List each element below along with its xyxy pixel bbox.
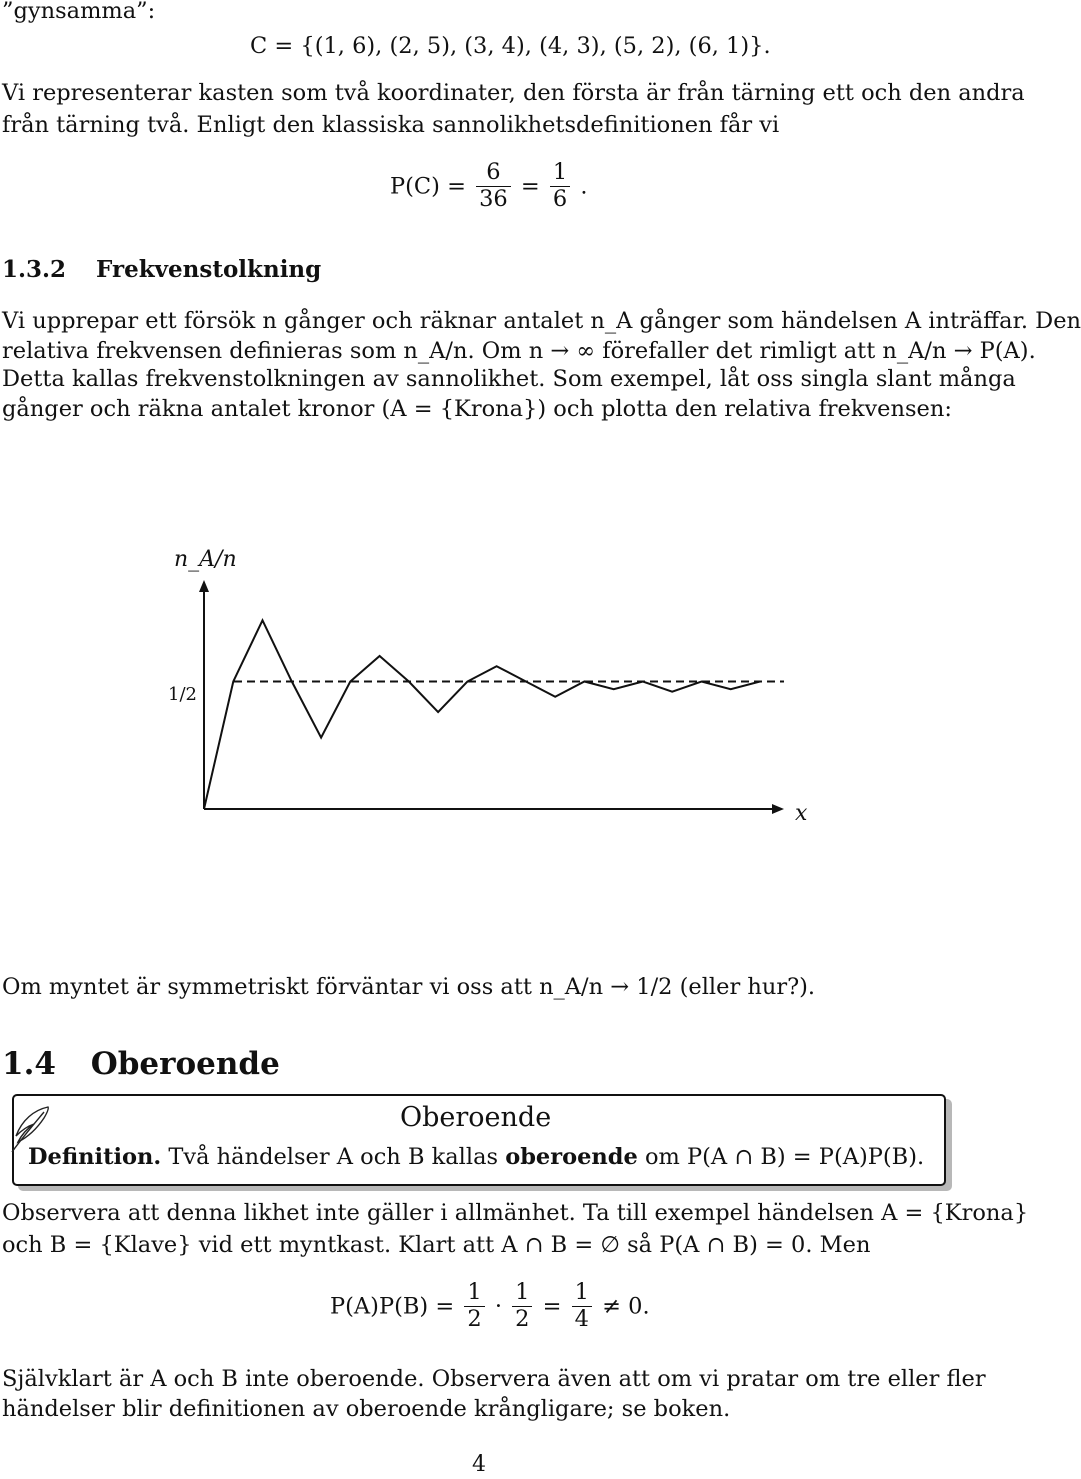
equation-pc — [390, 160, 588, 213]
denominator: 36 — [479, 185, 508, 212]
fraction — [512, 1280, 532, 1333]
definition-term: oberoende — [505, 1144, 638, 1170]
denominator: 6 — [552, 185, 568, 212]
intro-line: ”gynsamma”: — [2, 0, 156, 24]
section-title: Frekvenstolkning — [96, 256, 322, 283]
y-axis-arrow — [199, 580, 209, 592]
section-heading — [2, 256, 321, 283]
eq-dot: · — [494, 1293, 502, 1320]
numerator: 1 — [464, 1280, 484, 1307]
numerator: 1 — [512, 1280, 532, 1307]
eq-lhs: P(C) = — [390, 173, 466, 200]
x-axis-arrow — [772, 804, 784, 814]
definition-heading: Oberoende — [400, 1102, 552, 1133]
paragraph-line: från tärning två. Enligt den klassiska sannolikhetsdefinitionen får vi — [2, 112, 780, 138]
y-axis-label: n_A/n — [174, 547, 237, 572]
paragraph-line: Vi upprepar ett försök n gånger och räknar antalet n_A gånger som händelsen A inträffar. Den — [2, 308, 1081, 334]
numerator: 1 — [572, 1280, 592, 1307]
fraction — [476, 160, 511, 213]
page-number: 4 — [472, 1452, 486, 1477]
section-title: Oberoende — [90, 1046, 280, 1082]
paragraph-line: relativa frekvensen definieras som n_A/n. Om n → ∞ förefaller det rimligt att n_A/n → P(A). — [2, 338, 1036, 364]
frequency-series-line — [204, 620, 760, 809]
numerator: 1 — [550, 160, 570, 187]
eq-equals: = — [520, 173, 540, 200]
definition-body-end: om P(A ∩ B) = P(A)P(B). — [637, 1144, 925, 1170]
section-number: 1.4 — [2, 1046, 56, 1082]
paragraph-line: Detta kallas frekvenstolkningen av sannolikhet. Som exempel, låt oss singla slant många — [2, 366, 1016, 392]
fraction — [572, 1280, 592, 1333]
numerator: 6 — [476, 160, 511, 187]
paragraph-line: gånger och räkna antalet kronor (A = {Krona}) och plotta den relativa frekvensen: — [2, 396, 952, 422]
paragraph-line: Vi representerar kasten som två koordinater, den första är från tärning ett och den andra — [2, 80, 1025, 106]
eq-end: ≠ 0. — [602, 1293, 650, 1320]
y-tick-label: 1/2 — [168, 684, 197, 705]
fraction — [550, 160, 570, 213]
fraction — [464, 1280, 484, 1333]
paragraph-line: Självklart är A och B inte oberoende. Observera även att om vi pratar om tre eller fler — [2, 1366, 986, 1392]
definition-body: Två händelser A och B kallas — [161, 1144, 506, 1170]
section-number: 1.3.2 — [2, 256, 67, 283]
eq-equals: = — [542, 1293, 562, 1320]
paragraph-line: händelser blir definitionen av oberoende krångligare; se boken. — [2, 1396, 731, 1422]
paragraph-line: och B = {Klave} vid ett myntkast. Klart att A ∩ B = ∅ så P(A ∩ B) = 0. Men — [2, 1232, 871, 1258]
definition-label: Definition. — [28, 1144, 162, 1170]
section-heading — [2, 1046, 280, 1082]
paragraph-line: Om myntet är symmetriskt förväntar vi oss att n_A/n → 1/2 (eller hur?). — [2, 974, 816, 1000]
eq-end: . — [580, 173, 588, 200]
relative-frequency-chart — [0, 530, 960, 890]
paragraph-line: Observera att denna likhet inte gäller i allmänhet. Ta till exempel händelsen A = {Krona} — [2, 1200, 1029, 1226]
x-axis-label: x — [795, 801, 808, 826]
denominator: 2 — [467, 1305, 482, 1332]
definition-box — [12, 1094, 946, 1186]
set-equation: C = {(1, 6), (2, 5), (3, 4), (4, 3), (5, 2), (6, 1)}. — [250, 33, 771, 59]
equation-pab — [330, 1280, 650, 1333]
eq-lhs: P(A)P(B) = — [330, 1293, 455, 1320]
denominator: 4 — [574, 1305, 589, 1332]
denominator: 2 — [515, 1305, 530, 1332]
definition-text — [28, 1144, 924, 1170]
